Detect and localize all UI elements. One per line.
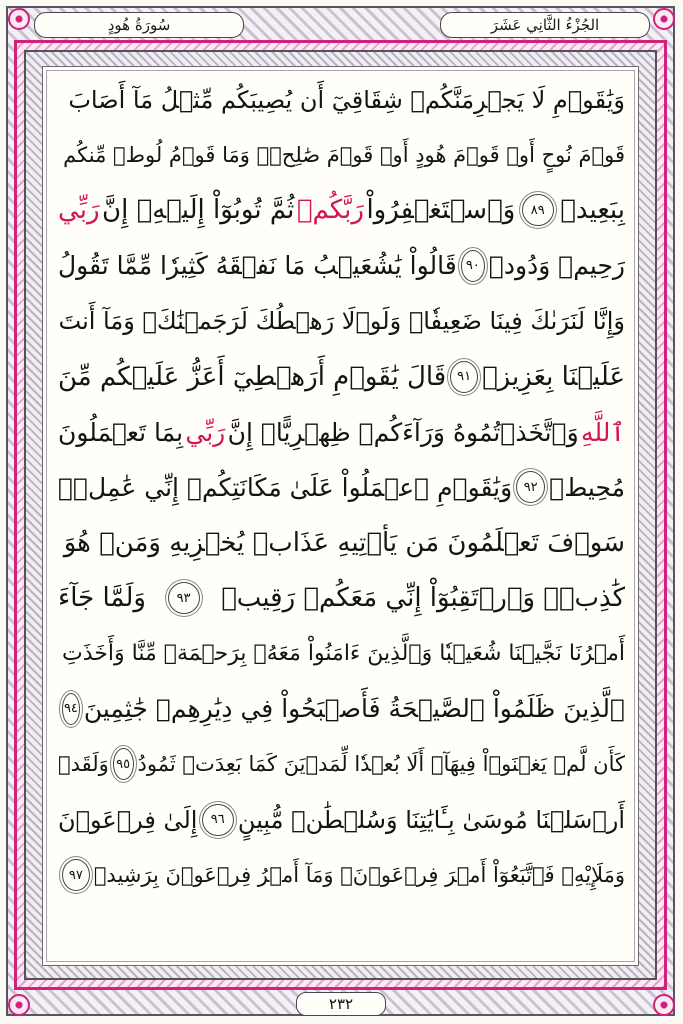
verse-text: وَلَقَدۡ [58,752,109,777]
verse-line [58,183,625,238]
verse-number-marker: ٩٦ [202,804,234,836]
verse-text: قَالَ يَٰقَوۡمِ أَرَهۡطِيٓ أَعَزُّ عَلَيۡكُم مِّنَ [58,361,447,392]
verse-text: أَمۡرُنَا نَجَّيۡنَا شُعَيۡبٗا وَٱلَّذِينَ ءَامَنُواْ مَعَهُۥ بِرَحۡمَةٖ مِّنَّا وَأَخَذَتِ [62,641,625,667]
verse-line [58,792,625,847]
verse-text: سَوۡفَ تَعۡلَمُونَ مَن يَأۡتِيهِ عَذَابٞ يُخۡزِيهِ وَمَنۡ هُوَ [63,527,625,558]
verse-line [58,238,625,293]
verse-line [58,626,625,681]
verse-text: مُحِيطٞ [549,472,625,502]
verse-line [58,737,625,792]
verse-text: قَالُواْ يَٰشُعَيۡبُ مَا نَفۡقَهُ كَثِيرٗا مِّمَّا تَقُولُ [58,251,457,281]
verse-text: قَوۡمَ نُوحٍ أَوۡ قَوۡمَ هُودٍ أَوۡ قَوۡمَ صَٰلِحٖۚ وَمَا قَوۡمُ لُوطٖ مِّنكُم [63,143,625,168]
verse-text: بِمَا تَعۡمَلُونَ [58,417,184,447]
verse-line [58,515,625,570]
verse-text: إِلَىٰ فِرۡعَوۡنَ [58,805,198,834]
verse-number-marker: ٩٤ [62,693,80,725]
divine-name-text: ٱللَّهِ [581,417,625,447]
verse-line [58,72,625,127]
page-number: ٢٣٢ [296,992,386,1016]
verse-line [58,460,625,515]
verse-text: وَٱسۡتَغۡفِرُواْ [366,195,516,226]
corner-ornament-icon [653,994,675,1016]
juz-name-header: الجُزْءُ الثَّانِي عَشَرَ [440,12,650,38]
verse-line [58,294,625,349]
divine-name-text: رَبِّي [58,195,100,226]
divine-name-text: رَبِّي [185,417,226,447]
verse-number-marker: ٩٣ [168,582,200,614]
verse-line [58,847,625,902]
verse-text: كَٰذِبٞۖ وَٱرۡتَقِبُوٓاْ إِنِّي مَعَكُمۡ رَقِيبٞ [221,583,625,614]
verse-line [58,127,625,182]
verse-line [58,404,625,459]
divine-name-text: رَبَّكُمۡ [296,195,364,226]
verse-line [58,681,625,736]
verse-text: رَحِيمٞ وَدُودٞ [488,251,625,281]
verse-text: ٱلَّذِينَ ظَلَمُواْ ٱلصَّيۡحَةُ فَأَصۡبَحُواْ فِي دِيَٰرِهِمۡ جَٰثِمِينَ [83,694,625,724]
verse-text: بِبَعِيدٖ [560,195,625,226]
verse-text: وَيَٰقَوۡمِ لَا يَجۡرِمَنَّكُمۡ شِقَاقِيٓ أَن يُصِيبَكُم مِّثۡلُ مَآ أَصَابَ [68,85,625,114]
verse-number-marker: ٩١ [450,361,478,393]
verse-text: ثُمَّ تُوبُوٓاْ إِلَيۡهِۚ إِنَّ [102,195,295,226]
corner-ornament-icon [8,994,30,1016]
verse-text: وَيَٰقَوۡمِ ٱعۡمَلُواْ عَلَىٰ مَكَانَتِكُمۡ إِنِّي عَٰمِلٞۖ [58,472,513,502]
verse-number-marker: ٩٠ [461,250,485,282]
verse-line [58,571,625,626]
verse-line [58,349,625,404]
verse-number-marker: ٩٢ [516,471,545,503]
verse-lines [58,72,625,903]
verse-number-marker: ٩٧ [62,859,90,891]
verse-text: أَرۡسَلۡنَا مُوسَىٰ بِـَٔايَٰتِنَا وَسُلۡطَٰنٖ مُّبِينٍ [237,805,625,834]
verse-text: وَمَلَإِيْهِۦ فَٱتَّبَعُوٓاْ أَمۡرَ فِرۡعَوۡنَۖ وَمَآ أَمۡرُ فِرۡعَوۡنَ بِرَشِيدٖ [93,863,625,888]
verse-number-marker: ٩٥ [113,748,134,780]
verse-text: كَأَن لَّمۡ يَغۡنَوۡاْ فِيهَآۗ أَلَا بُعۡدٗا لِّمَدۡيَنَ كَمَا بَعِدَتۡ ثَمُودُ [137,752,625,777]
corner-ornament-icon [653,8,675,30]
verse-text: وَٱتَّخَذۡتُمُوهُ وَرَآءَكُمۡ ظِهۡرِيًّاۖ إِنَّ [227,417,579,447]
verse-text: عَلَيۡنَا بِعَزِيزٖ [482,361,625,392]
verse-text: وَإِنَّا لَنَرَىٰكَ فِينَا ضَعِيفٗاۖ وَلَوۡلَا رَهۡطُكَ لَرَجَمۡنَٰكَۖ وَمَآ أَنتَ [58,307,625,336]
surah-name-header: سُورَةُ هُودٍ [34,12,244,38]
verse-number-marker: ٨٩ [522,194,554,226]
corner-ornament-icon [8,8,30,30]
verse-text: وَلَمَّا جَآءَ [58,583,146,614]
